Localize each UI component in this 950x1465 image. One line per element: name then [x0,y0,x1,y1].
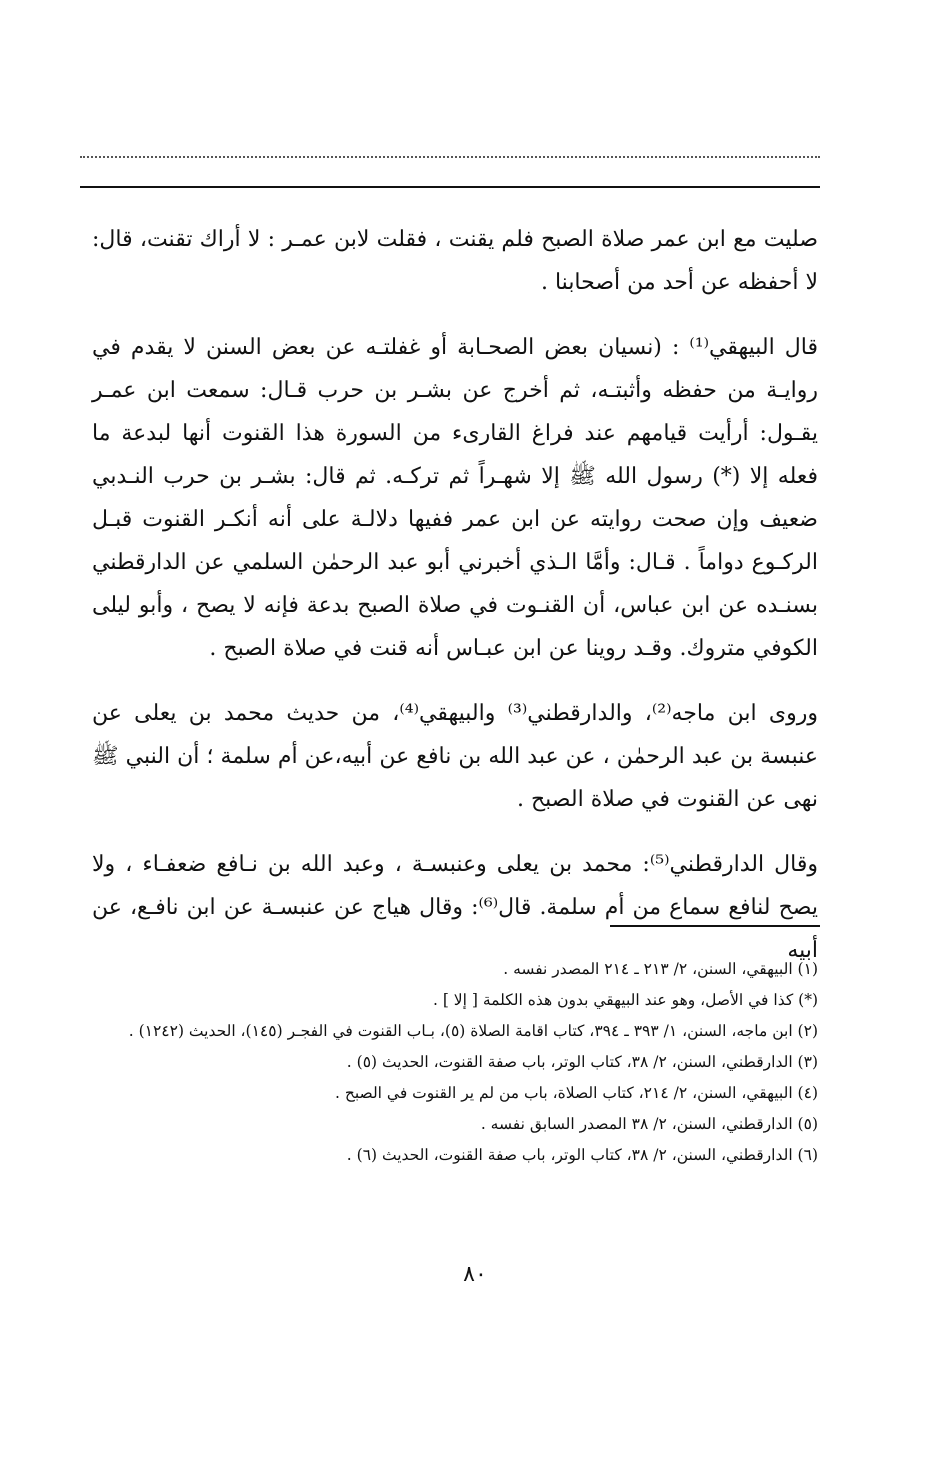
footnote-separator [610,925,820,927]
paragraph-4: وقال الدارقطني⁽⁵⁾: محمد بن يعلى وعنبسـة ، وعبد الله بن نـافع ضعفـاء ، ولا يصح لنافع سماع من أم سلمة. قال⁽⁶⁾: وقال هياج عن عنبسـة عن ابن نافـع، عن أبيه [92,852,818,963]
footnote-3: (٣) الدارقطني، السنن، ٢/ ٣٨، كتاب الوتر، باب صفة القنوت، الحديث (٥) . [346,1053,818,1071]
footnote-6: (٦) الدارقطني، السنن، ٢/ ٣٨، كتاب الوتر، باب صفة القنوت، الحديث (٦) . [346,1146,818,1164]
footnote-2: (٢) ابن ماجه، السنن، ١/ ٣٩٣ ـ ٣٩٤، كتاب اقامة الصلاة (٥)، بـاب القنوت في الفجـر (١٤٥)، الحديث (١٢٤٢) . [128,1022,818,1040]
footnotes [92,954,818,1171]
paragraph-2: قال البيهقي⁽¹⁾ : (نسيان بعض الصحـابة أو غفلتـه عن بعض السنن لا يقدم في روايـة من حفظه وأثبتـه، ثم أخرج عن بشـر بن حرب قـال: سمعت ابن عمـر يقـول: أرأيت قيامهم عند فراغ القارىء من السورة هذا القنوت أنها لبدعة ما فعله إلا (*) رسول الله ﷺ إلا شهـراً ثم تركـه. ثم قال: بشـر بن حرب النـدبي ضعيف وإن صحت روايته عن ابن عمر ففيها دلالـة على أنه أنكـر القنوت قبـل الركـوع دواماً . قـال: وأمَّا الـذي أخبرني أبو عبد الرحمٰن السلمي عن الدارقطني بسنـده عن ابن عباس، أن القنـوت في صلاة الصبح بدعة فإنه لا يصح ، وأبو ليلى الكوفي متروك. وقـد روينا عن ابن عبـاس أنه قنت في صلاة الصبح . [92,335,818,661]
header-rule [80,186,820,188]
page-number: ٨٠ [463,1262,487,1287]
paragraph-1: صليت مع ابن عمر صلاة الصبح فلم يقنت ، فقلت لابن عمـر : لا أراك تقنت، قال: لا أحفظه عن أحد من أصحابنا . [92,227,818,295]
header-dotted-rule [80,156,820,158]
footnote-star: (*) كذا في الأصل، وهو عند البيهقي بدون هذه الكلمة [ إلا ] . [432,991,818,1009]
footnote-1: (١) البيهقي، السنن، ٢/ ٢١٣ ـ ٢١٤ المصدر نفسه . [503,960,818,978]
paragraph-3: وروى ابن ماجه⁽²⁾، والدارقطني⁽³⁾ والبيهقي⁽⁴⁾، من حديث محمد بن يعلى عن عنبسة بن عبد الرحمٰن ، عن عبد الله بن نافع عن أبيه،عن أم سلمة ؛ أن النبي ﷺ نهى عن القنوت في صلاة الصبح . [92,701,818,812]
main-text [92,218,818,972]
footnote-4: (٤) البيهقي، السنن، ٢/ ٢١٤، كتاب الصلاة، باب من لم ير القنوت في الصبح . [334,1084,818,1102]
footnote-5: (٥) الدارقطني، السنن، ٢/ ٣٨ المصدر السابق نفسه . [480,1115,818,1133]
